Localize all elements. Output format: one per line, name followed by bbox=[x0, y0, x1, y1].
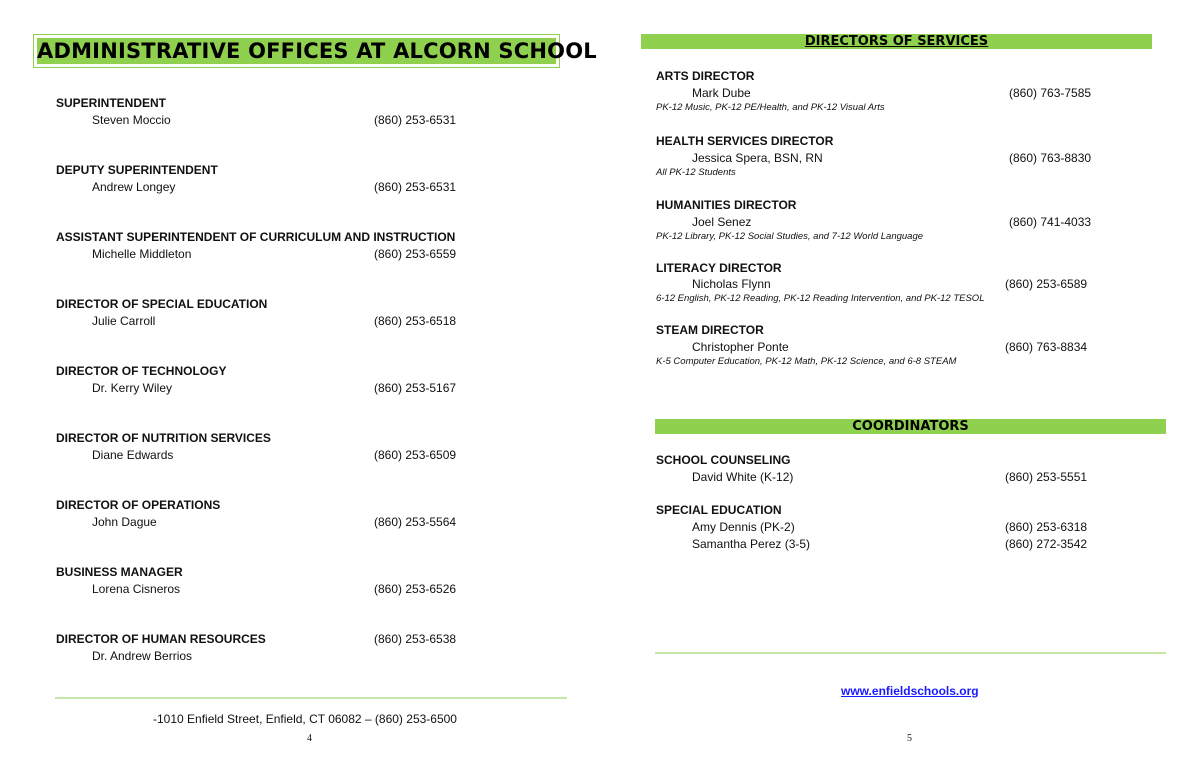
director-name: Jessica Spera, BSN, RN bbox=[692, 151, 823, 165]
entry-name: Dr. Kerry Wiley bbox=[92, 381, 173, 395]
entry-phone: (860) 253-6538 bbox=[374, 632, 457, 646]
entry-name: Julie Carroll bbox=[92, 314, 156, 328]
coordinator-phone: (860) 253-5551 bbox=[1005, 470, 1088, 484]
entry-name: Dr. Andrew Berrios bbox=[92, 649, 193, 663]
director-name: Christopher Ponte bbox=[692, 340, 789, 354]
coordinator-phone: (860) 253-6318 bbox=[1005, 520, 1088, 534]
coordinator-heading: SPECIAL EDUCATION bbox=[656, 503, 782, 517]
entry-heading: DEPUTY SUPERINTENDENT bbox=[56, 163, 218, 177]
coordinator-heading: SCHOOL COUNSELING bbox=[656, 453, 791, 467]
coordinator-phone: (860) 272-3542 bbox=[1005, 537, 1088, 551]
director-description: PK-12 Music, PK-12 PE/Health, and PK-12 Visual Arts bbox=[656, 102, 885, 113]
entry-name: Andrew Longey bbox=[92, 180, 176, 194]
directors-section-header bbox=[641, 34, 1152, 49]
director-description: K-5 Computer Education, PK-12 Math, PK-12 Science, and 6-8 STEAM bbox=[656, 356, 957, 367]
entry-heading: DIRECTOR OF HUMAN RESOURCES bbox=[56, 632, 266, 646]
director-heading: STEAM DIRECTOR bbox=[656, 323, 764, 337]
page-title-box bbox=[33, 34, 597, 68]
director-description: 6-12 English, PK-12 Reading, PK-12 Reading Intervention, and PK-12 TESOL bbox=[656, 293, 985, 304]
entry-phone: (860) 253-6509 bbox=[374, 448, 457, 462]
entry-phone: (860) 253-6531 bbox=[374, 113, 457, 127]
entry-phone: (860) 253-6526 bbox=[374, 582, 457, 596]
page-title: ADMINISTRATIVE OFFICES AT ALCORN SCHOOL bbox=[37, 39, 597, 63]
entry-heading: ASSISTANT SUPERINTENDENT OF CURRICULUM AND INSTRUCTION bbox=[56, 230, 456, 244]
entry-phone: (860) 253-6518 bbox=[374, 314, 457, 328]
coordinators-section-title: COORDINATORS bbox=[852, 419, 969, 434]
director-phone: (860) 763-8834 bbox=[1005, 340, 1088, 354]
entry-heading: DIRECTOR OF NUTRITION SERVICES bbox=[56, 431, 271, 445]
entry-heading: DIRECTOR OF TECHNOLOGY bbox=[56, 364, 227, 378]
footer-divider bbox=[655, 652, 1166, 654]
director-name: Joel Senez bbox=[692, 215, 752, 229]
entry-heading: DIRECTOR OF OPERATIONS bbox=[56, 498, 221, 512]
director-phone: (860) 763-7585 bbox=[1009, 86, 1092, 100]
footer-divider bbox=[55, 697, 567, 699]
website-link[interactable]: www.enfieldschools.org bbox=[841, 684, 979, 698]
entry-name: Diane Edwards bbox=[92, 448, 174, 462]
coordinator-name: David White (K-12) bbox=[692, 470, 794, 484]
entry-heading: SUPERINTENDENT bbox=[56, 96, 167, 110]
director-description: PK-12 Library, PK-12 Social Studies, and 7-12 World Language bbox=[656, 231, 924, 242]
entry-name: Lorena Cisneros bbox=[92, 582, 181, 596]
entry-name: John Dague bbox=[92, 515, 157, 529]
coordinator-name: Amy Dennis (PK-2) bbox=[692, 520, 795, 534]
director-phone: (860) 741-4033 bbox=[1009, 215, 1092, 229]
director-heading: HUMANITIES DIRECTOR bbox=[656, 198, 797, 212]
entry-name: Steven Moccio bbox=[92, 113, 171, 127]
entry-phone: (860) 253-6559 bbox=[374, 247, 457, 261]
entry-name: Michelle Middleton bbox=[92, 247, 192, 261]
director-phone: (860) 253-6589 bbox=[1005, 277, 1088, 291]
director-name: Mark Dube bbox=[692, 86, 751, 100]
entry-phone: (860) 253-6531 bbox=[374, 180, 457, 194]
director-heading: LITERACY DIRECTOR bbox=[656, 261, 782, 275]
entry-heading: BUSINESS MANAGER bbox=[56, 565, 183, 579]
director-heading: HEALTH SERVICES DIRECTOR bbox=[656, 134, 834, 148]
coordinators-section-header bbox=[655, 419, 1166, 434]
page-number: 5 bbox=[907, 733, 912, 744]
page-number: 4 bbox=[307, 733, 312, 744]
entry-heading: DIRECTOR OF SPECIAL EDUCATION bbox=[56, 297, 268, 311]
director-heading: ARTS DIRECTOR bbox=[656, 69, 755, 83]
footer-address: -1010 Enfield Street, Enfield, CT 06082 – (860) 253-6500 bbox=[153, 712, 457, 726]
director-name: Nicholas Flynn bbox=[692, 277, 771, 291]
entry-phone: (860) 253-5564 bbox=[374, 515, 457, 529]
coordinator-name: Samantha Perez (3-5) bbox=[692, 537, 811, 551]
director-phone: (860) 763-8830 bbox=[1009, 151, 1092, 165]
directors-section-title: DIRECTORS OF SERVICES bbox=[804, 34, 989, 49]
entry-phone: (860) 253-5167 bbox=[374, 381, 457, 395]
director-description: All PK-12 Students bbox=[656, 167, 736, 178]
